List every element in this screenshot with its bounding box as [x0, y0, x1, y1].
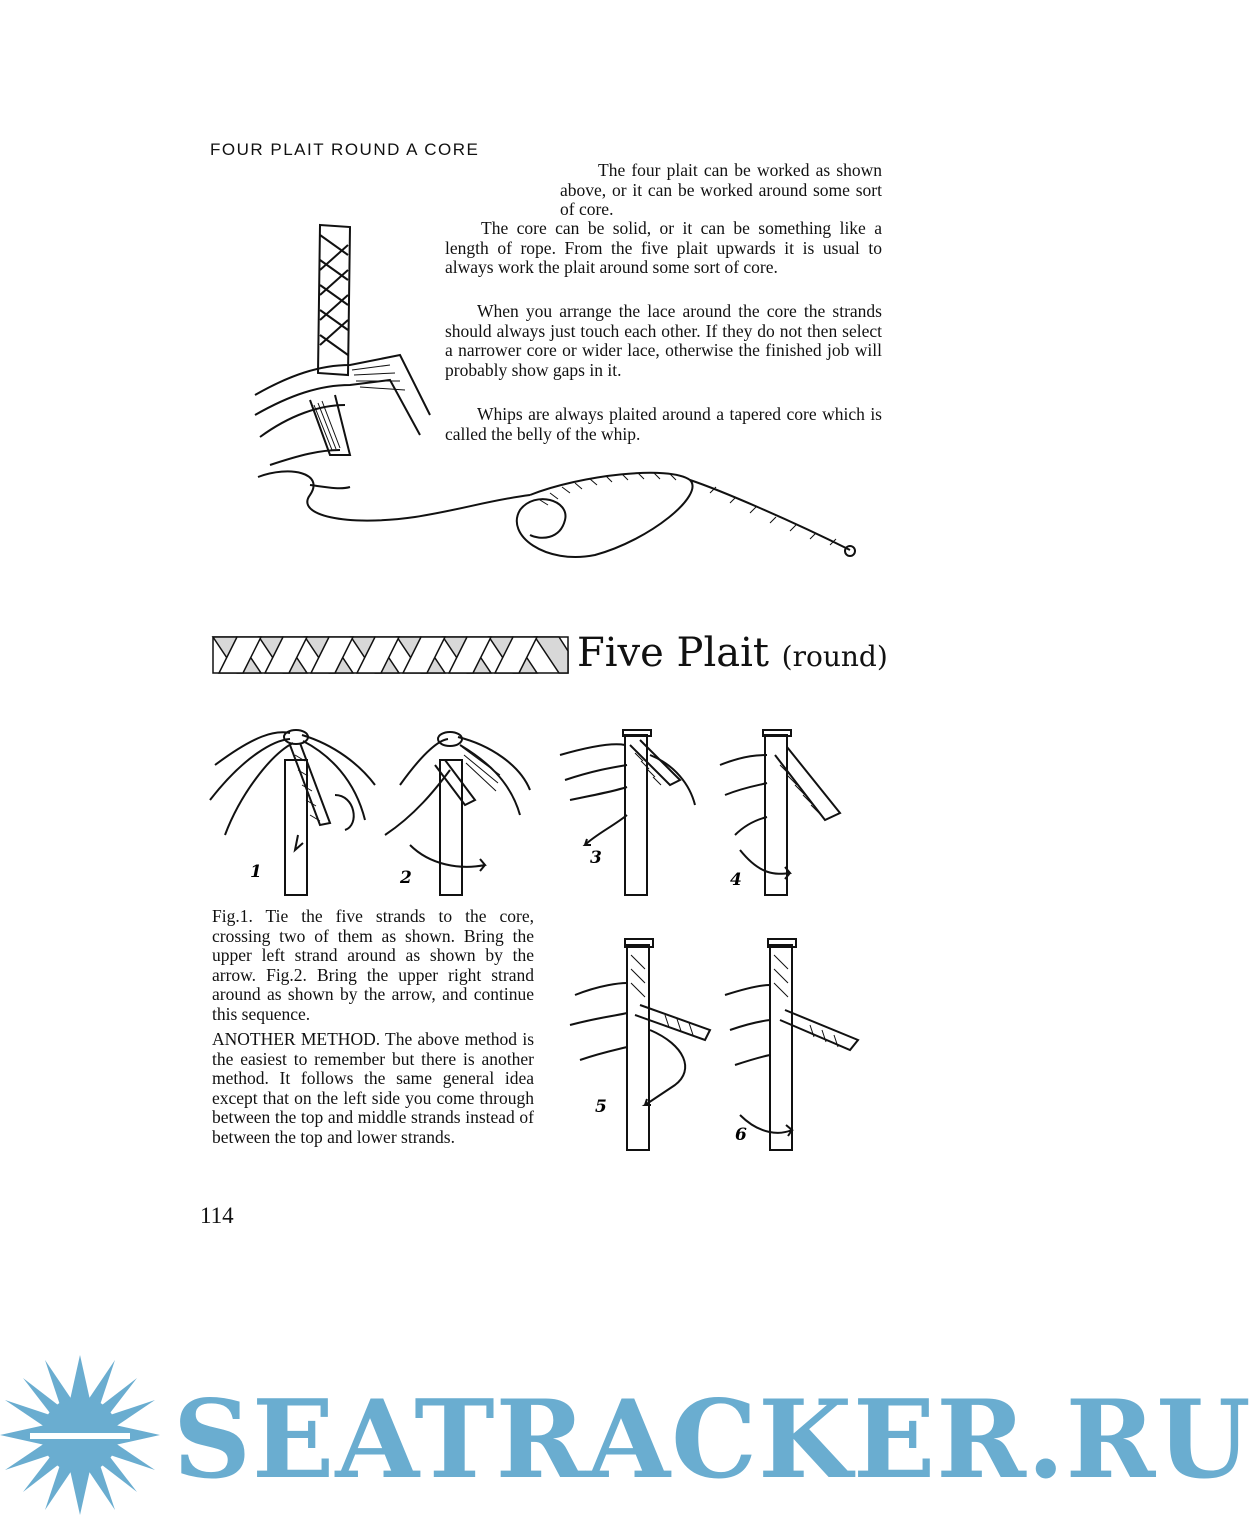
- figure-step-1: [205, 725, 380, 895]
- five-plait-another-method: ANOTHER METHOD. The above method is the easiest to remember but there is another method. It follows the same general idea except that on the left side you come through between the top and middle strands instead of between the top and lower strands.: [212, 1029, 534, 1147]
- whip-illustration: [250, 465, 870, 585]
- figure-step-5: [565, 935, 725, 1150]
- figure-label-6: 6: [735, 1125, 747, 1145]
- paragraph-core-type: The core can be solid, or it can be something like a length of rope. From the five plait upwards it is usual to always work the plait around some sort of core.: [445, 218, 882, 277]
- figure-label-5: 5: [595, 1097, 607, 1117]
- section-heading: FOUR PLAIT ROUND A CORE: [210, 140, 480, 159]
- paragraph-whip-belly: Whips are always plaited around a tapered core which is called the belly of the whip.: [445, 404, 882, 444]
- paragraph-lace-arrangement: When you arrange the lace around the core the strands should always just touch each other. If they do not then select a narrower core or wider lace, otherwise the finished job will probably show gaps in it.: [445, 301, 882, 380]
- plait-banner-illustration: [213, 633, 568, 678]
- page-number: 114: [200, 1203, 234, 1228]
- figure-step-6: [720, 935, 865, 1150]
- four-plait-core-illustration: [250, 215, 440, 475]
- figure-step-3: [555, 725, 720, 895]
- figure-step-2: [380, 725, 555, 895]
- five-plait-title: [577, 630, 888, 676]
- five-plait-subtitle: (round): [781, 640, 888, 673]
- figure-label-2: 2: [400, 868, 412, 888]
- figure-label-4: 4: [730, 870, 742, 890]
- watermark-text: SEATRACKER.RU: [173, 1377, 1252, 1503]
- figure-label-3: 3: [590, 848, 602, 868]
- five-plait-title-text: Five Plait: [577, 630, 769, 676]
- five-plait-instructions: Fig.1. Tie the five strands to the core, crossing two of them as shown. Bring the upper left strand around as shown by the arrow. Fig.2. Bring the upper right strand around as shown by the arrow, and continue this sequence.: [212, 906, 534, 1024]
- figure-step-4: [715, 725, 855, 895]
- sunburst-logo-icon: [0, 1355, 160, 1515]
- paragraph-four-plait-intro: The four plait can be worked as shown above, or it can be worked around some sort of core.: [560, 160, 882, 219]
- figure-label-1: 1: [250, 862, 262, 882]
